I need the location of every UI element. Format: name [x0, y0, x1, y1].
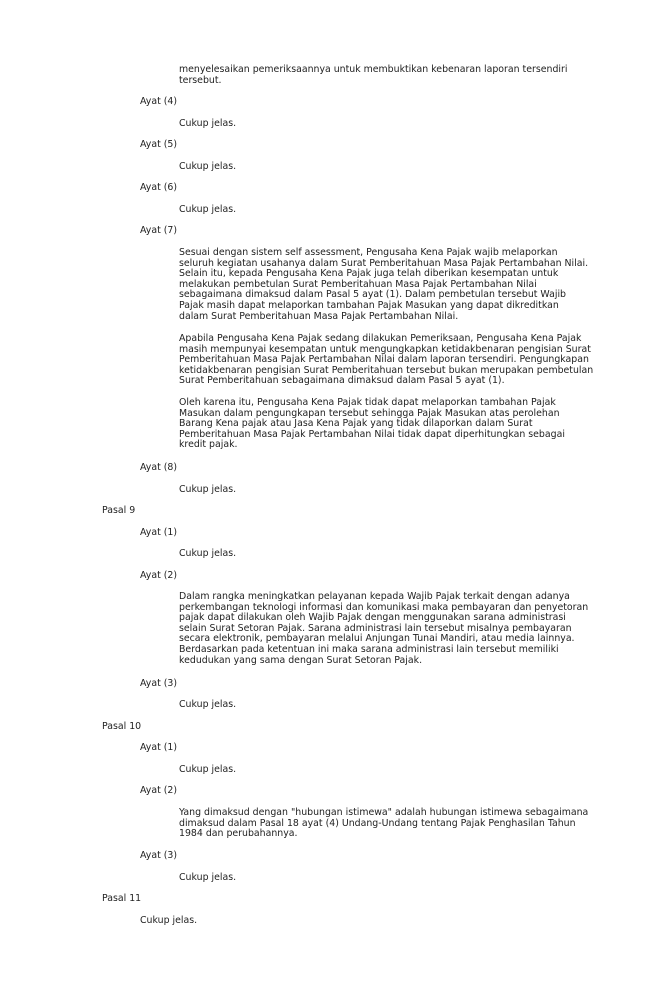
- pasal-10-ayat-3-text: Cukup jelas.: [179, 872, 237, 883]
- pasal-9-ayat-1-text: Cukup jelas.: [179, 548, 237, 559]
- ayat-4-label: Ayat (4): [140, 96, 178, 107]
- pasal-9-ayat-2-label: Ayat (2): [140, 570, 178, 581]
- pasal-10-ayat-3-label: Ayat (3): [140, 850, 178, 861]
- ayat-7-paragraph-2: Apabila Pengusaha Kena Pajak sedang dilakukan Pemeriksaan, Pengusaha Kena Pajak masih mempunyai kesempatan untuk mengungkapkan ketidakbenaran pengisian Surat Pemberitahuan Masa Pajak Pertambahan Nilai dalam laporan tersendiri. Pengungkapan ketidakbenaran pengisian Surat Pemberitahuan tersebut bukan merupakan pembetulan Surat Pemberitahuan sebagaimana dimaksud dalam Pasal 5 ayat (1).: [179, 333, 594, 387]
- ayat-5-label: Ayat (5): [140, 139, 178, 150]
- ayat-7-paragraph-3: Oleh karena itu, Pengusaha Kena Pajak tidak dapat melaporkan tambahan Pajak Masukan dalam pengungkapan tersebut sehingga Pajak Masukan atas perolehan Barang Kena pajak atau Jasa Kena Pajak yang tidak dilaporkan dalam Surat Pemberitahuan Masa Pajak Pertambahan Nilai tidak dapat diperhitungkan sebagai kredit pajak.: [179, 397, 565, 451]
- ayat-7-label: Ayat (7): [140, 225, 178, 236]
- pasal-10-ayat-1-label: Ayat (1): [140, 742, 178, 753]
- ayat-4-text: Cukup jelas.: [179, 118, 237, 129]
- pasal-10-ayat-2-label: Ayat (2): [140, 785, 178, 796]
- pasal-9-ayat-2-text: Dalam rangka meningkatkan pelayanan kepada Wajib Pajak terkait dengan adanya perkembangan teknologi informasi dan komunikasi maka pembayaran dan penyetoran pajak dapat dilakukan oleh Wajib Pajak dengan menggunakan sarana administrasi selain Surat Setoran Pajak. Sarana administrasi lain tersebut misalnya pembayaran secara elektronik, pembayaran melalui Anjungan Tunai Mandiri, atau media lainnya. Berdasarkan pada ketentuan ini maka sarana administrasi lain tersebut memiliki kedudukan yang sama dengan Surat Setoran Pajak.: [179, 591, 589, 666]
- ayat-6-label: Ayat (6): [140, 182, 178, 193]
- pasal-10-ayat-1-text: Cukup jelas.: [179, 764, 237, 775]
- ayat-8-text: Cukup jelas.: [179, 484, 237, 495]
- ayat-7-paragraph-1: Sesuai dengan sistem self assessment, Pengusaha Kena Pajak wajib melaporkan seluruh kegiatan usahanya dalam Surat Pemberitahuan Masa Pajak Pertambahan Nilai. Selain itu, kepada Pengusaha Kena Pajak juga telah diberikan kesempatan untuk melakukan pembetulan Surat Pemberitahuan Masa Pajak Pertambahan Nilai sebagaimana dimaksud dalam Pasal 5 ayat (1). Dalam pembetulan tersebut Wajib Pajak masih dapat melaporkan tambahan Pajak Masukan yang dapat dikreditkan dalam Surat Pemberitahuan Masa Pajak Pertambahan Nilai.: [179, 247, 589, 322]
- pasal-9-ayat-1-label: Ayat (1): [140, 527, 178, 538]
- pasal-9-ayat-3-text: Cukup jelas.: [179, 699, 237, 710]
- pasal-11-title: Pasal 11: [102, 893, 142, 904]
- ayat-6-text: Cukup jelas.: [179, 204, 237, 215]
- ayat-8-label: Ayat (8): [140, 462, 178, 473]
- intro-paragraph: menyelesaikan pemeriksaannya untuk membuktikan kebenaran laporan tersendiri tersebut.: [179, 64, 568, 86]
- pasal-10-ayat-2-text: Yang dimaksud dengan "hubungan istimewa" adalah hubungan istimewa sebagaimana dimaksud dalam Pasal 18 ayat (4) Undang-Undang tentang Pajak Penghasilan Tahun 1984 dan perubahannya.: [179, 807, 589, 840]
- pasal-10-title: Pasal 10: [102, 721, 142, 732]
- ayat-5-text: Cukup jelas.: [179, 161, 237, 172]
- pasal-11-text: Cukup jelas.: [140, 915, 198, 926]
- pasal-9-title: Pasal 9: [102, 505, 136, 516]
- pasal-9-ayat-3-label: Ayat (3): [140, 678, 178, 689]
